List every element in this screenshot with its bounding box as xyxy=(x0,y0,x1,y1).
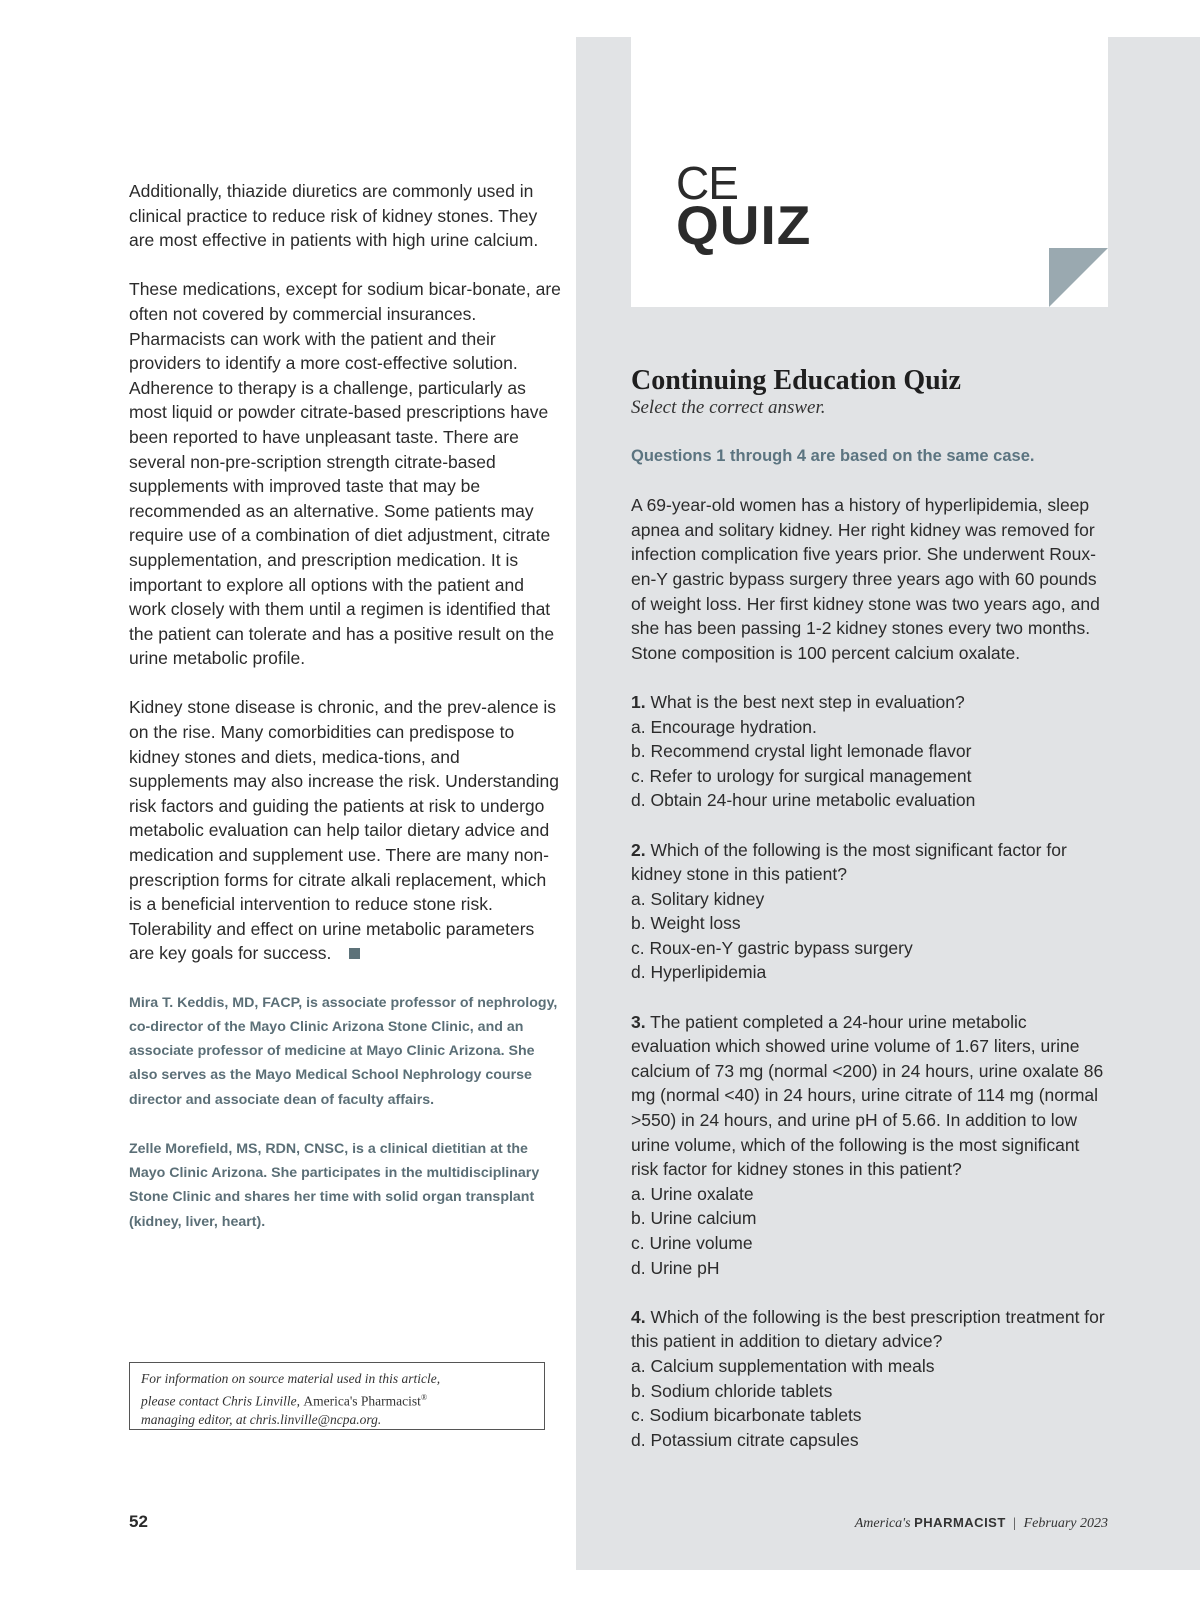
answer-option[interactable]: c. Sodium bicarbonate tablets xyxy=(631,1405,862,1426)
end-mark-icon xyxy=(349,948,360,959)
question-text: The patient completed a 24-hour urine metabolic evaluation which showed urine volume of 1.67 liters, urine calcium of 73 mg (normal <200) in 24 hours, urine oxalate 86 mg (normal <40) in 24 hours, urine citrate of 114 mg (normal >550) in 24 hours, and urine pH of 5.66. In addition to low urine volume, which of the following is the most significant risk factor for kidney stones in this patient? xyxy=(631,1011,1104,1180)
issue-date: February 2023 xyxy=(1023,1516,1108,1531)
answer-option[interactable]: a. Encourage hydration. xyxy=(631,716,817,737)
article-paragraph: These medications, except for sodium bicar-bonate, are often not covered by commercial insurances. Pharmacists can work with the patient and their providers to identify a more cost-effective solution. Adherence to therapy is a challenge, particularly as most liquid or powder citrate-based prescriptions have been reported to have unpleasant taste. There are several non-pre-scription strength citrate-based supplements with improved taste that may be recommended as an alternative. Some patients may require use of a combination of diet adjustment, citrate supplementation, and prescription medication. It is important to explore all options with the patient and work closely with them until a regimen is identified that the patient can tolerate and has a positive result on the urine metabolic profile. xyxy=(129,279,561,669)
quiz-heading: Continuing Education Quiz xyxy=(631,365,961,396)
article-paragraph-last xyxy=(129,695,561,966)
source-note-box xyxy=(129,1362,545,1430)
answer-option[interactable]: d. Urine pH xyxy=(631,1257,720,1278)
question-text: Which of the following is the best prescription treatment for this patient in addition to dietary advice? xyxy=(631,1306,1105,1352)
question-text: What is the best next step in evaluation? xyxy=(650,691,965,712)
footer-separator: | xyxy=(1013,1516,1017,1531)
answer-option[interactable]: b. Recommend crystal light lemonade flavor xyxy=(631,741,972,762)
question-2 xyxy=(631,838,1111,986)
quiz-subheading: Select the correct answer. xyxy=(631,397,826,418)
answer-option[interactable]: a. Calcium supplementation with meals xyxy=(631,1355,935,1376)
source-note-line: please contact Chris Linville, xyxy=(141,1393,304,1408)
answer-option[interactable]: a. Urine oxalate xyxy=(631,1183,754,1204)
question-number: 2. xyxy=(631,839,646,860)
source-note-email[interactable]: managing editor, at chris.linville@ncpa.org. xyxy=(141,1411,382,1427)
answer-option[interactable]: c. Urine volume xyxy=(631,1233,753,1253)
publication-name: PHARMACIST xyxy=(914,1515,1006,1530)
source-note-line: For information on source material used in this article, xyxy=(141,1371,441,1386)
answer-option[interactable]: d. Potassium citrate capsules xyxy=(631,1429,859,1450)
case-note: Questions 1 through 4 are based on the same case. xyxy=(631,447,1035,465)
publication-prefix: America's xyxy=(854,1516,911,1531)
answer-option[interactable]: c. Roux-en-Y gastric bypass surgery xyxy=(631,937,913,958)
question-3 xyxy=(631,1010,1111,1281)
page-number: 52 xyxy=(129,1512,148,1531)
case-description: A 69-year-old women has a history of hyperlipidemia, sleep apnea and solitary kidney. Her right kidney was removed for infection complication five years prior. She underwent Roux-en-Y gastric bypass surgery three years ago with 60 pounds of weight loss. Her first kidney stone was two years ago, and she has been passing 1-2 kidney stones every two months. Stone composition is 100 percent calcium oxalate. xyxy=(631,495,1100,663)
answer-option[interactable]: a. Solitary kidney xyxy=(631,888,765,909)
quiz-column xyxy=(631,365,1111,1477)
question-4 xyxy=(631,1305,1111,1453)
ce-label: CE xyxy=(676,157,738,209)
publication-footer xyxy=(855,1515,1108,1532)
quiz-label: QUIZ xyxy=(676,194,812,256)
answer-option[interactable]: b. Sodium chloride tablets xyxy=(631,1380,833,1401)
author-bio: Mira T. Keddis, MD, FACP, is associate professor of nephrology, co-director of the Mayo Clinic Arizona Stone Clinic, and an associate professor of medicine at Mayo Clinic Arizona. She also serves as the Mayo Medical School Nephrology course director and associate dean of faculty affairs. xyxy=(129,994,558,1108)
article-paragraph-text: Kidney stone disease is chronic, and the prev-alence is on the rise. Many comorbidities can predispose to kidney stones and diets, medica-tions, and supplements may also increase the risk. Understanding risk factors and guiding the patients at risk to undergo metabolic evaluation can help tailor dietary advice and medication and supplement use. There are many non-prescription forms for citrate alkali replacement, which is a beneficial intervention to reduce stone risk. Tolerability and effect on urine metabolic parameters are key goals for success. xyxy=(129,697,559,964)
question-number: 1. xyxy=(631,691,646,712)
source-note-publication: America's Pharmacist xyxy=(303,1393,421,1408)
answer-option[interactable]: b. Weight loss xyxy=(631,913,741,934)
article-column xyxy=(129,179,561,1258)
article-paragraph: Additionally, thiazide diuretics are commonly used in clinical practice to reduce risk of kidney stones. They are most effective in patients with high urine calcium. xyxy=(129,181,539,251)
question-text: Which of the following is the most significant factor for kidney stone in this patient? xyxy=(631,839,1067,885)
question-number: 3. xyxy=(631,1011,646,1032)
answer-option[interactable]: c. Refer to urology for surgical management xyxy=(631,765,972,786)
registered-mark: ® xyxy=(420,1392,427,1402)
answer-option[interactable]: d. Hyperlipidemia xyxy=(631,962,767,983)
question-number: 4. xyxy=(631,1306,646,1327)
question-1 xyxy=(631,690,1111,813)
answer-option[interactable]: d. Obtain 24-hour urine metabolic evaluation xyxy=(631,790,976,811)
author-bio: Zelle Morefield, MS, RDN, CNSC, is a clinical dietitian at the Mayo Clinic Arizona. She participates in the multidisciplinary Stone Clinic and shares her time with solid organ transplant (kidney, liver, heart). xyxy=(129,1140,540,1230)
answer-option[interactable]: b. Urine calcium xyxy=(631,1208,757,1229)
